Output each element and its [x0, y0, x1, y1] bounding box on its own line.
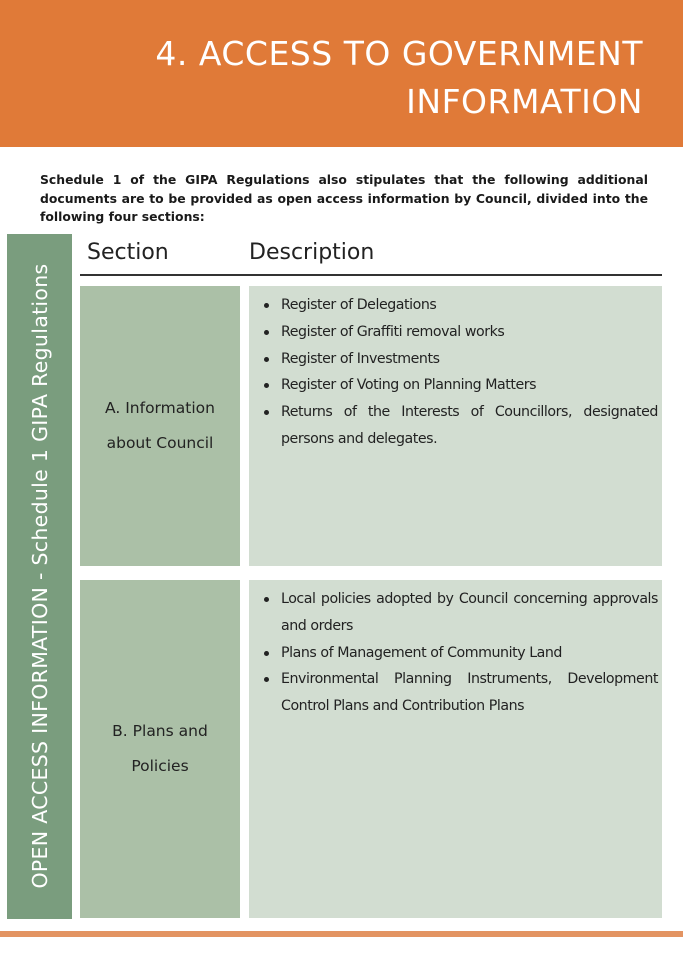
list-item: Plans of Management of Community Land	[261, 640, 658, 667]
description-list-a	[261, 292, 658, 453]
section-b-label-line-1: B. Plans and	[112, 722, 208, 740]
intro-paragraph: Schedule 1 of the GIPA Regulations also stipulates that the following additional documents are to be provided as open access information by Council, divided into the following four sections:	[40, 172, 648, 224]
list-item: Register of Voting on Planning Matters	[261, 372, 658, 399]
list-item: Environmental Planning Instruments, Development Control Plans and Contribution Plans	[261, 666, 658, 720]
list-item: Register of Investments	[261, 346, 658, 373]
section-b-label-line-2: Policies	[131, 757, 189, 775]
list-item: Returns of the Interests of Councillors, designated persons and delegates.	[261, 399, 658, 453]
page-title-line-2: INFORMATION	[406, 82, 643, 121]
description-list-b	[261, 586, 658, 720]
list-item: Register of Delegations	[261, 292, 658, 319]
header-divider	[80, 274, 662, 276]
list-item: Local policies adopted by Council concerning approvals and orders	[261, 586, 658, 640]
footer-divider	[0, 931, 683, 937]
section-cell-a	[80, 286, 240, 566]
side-banner-label: OPEN ACCESS INFORMATION - Schedule 1 GIPA Regulations	[28, 263, 52, 889]
description-cell-b	[249, 580, 662, 918]
section-a-label-line-1: A. Information	[105, 399, 215, 417]
section-cell-b	[80, 580, 240, 918]
list-item: Register of Graffiti removal works	[261, 319, 658, 346]
description-cell-a	[249, 286, 662, 566]
page-title	[83, 30, 643, 126]
column-header-description: Description	[249, 240, 375, 265]
section-a-label-line-2: about Council	[106, 434, 214, 452]
column-header-section: Section	[87, 240, 169, 265]
page-title-line-1: 4. ACCESS TO GOVERNMENT	[155, 34, 643, 73]
